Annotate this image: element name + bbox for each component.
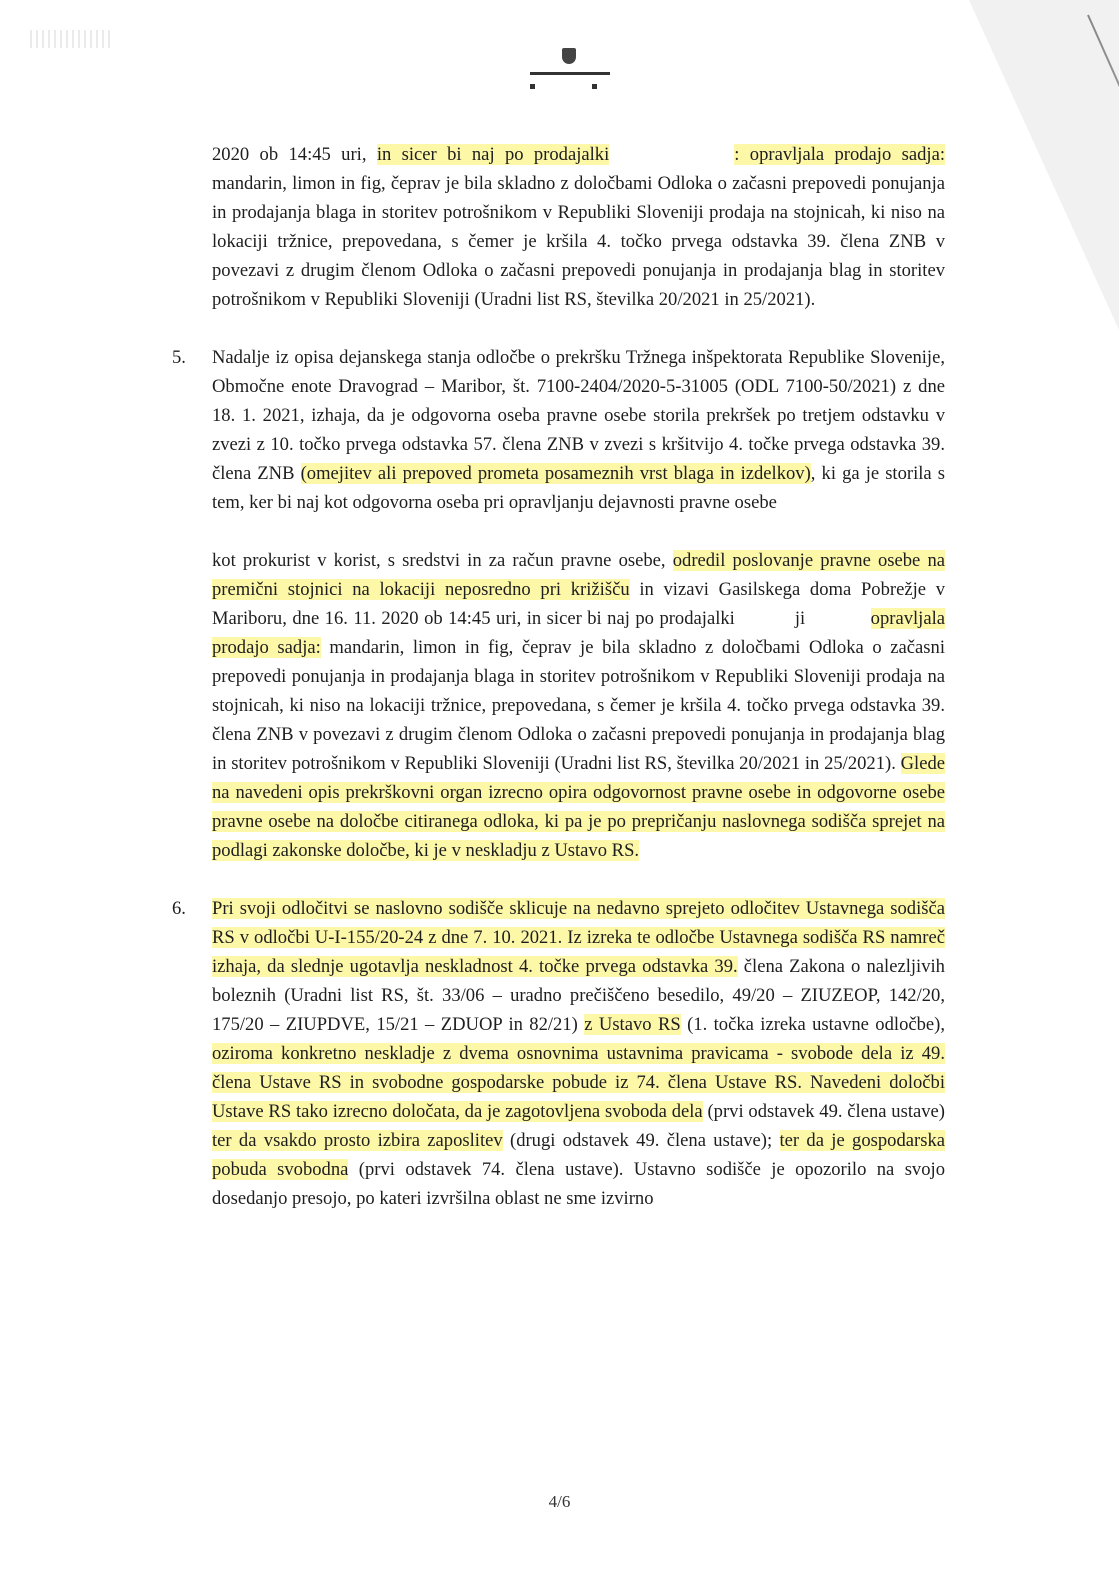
- p6-highlight-3: z Ustavo RS: [584, 1014, 681, 1035]
- paragraph-6: [172, 894, 946, 1213]
- p6-highlight-1: Pri svoji odločitvi se naslovno sodišče sklicuje na nedavno sprejeto odločitev Ustavnega sodišča RS v odločbi U-I-155/20-24 z dne 7. 10. 2021.: [212, 898, 945, 948]
- p5-text-4: in vizavi Gasilskega doma Pobrežje v Mariboru, dne 16. 11. 2020 ob 14:45 uri, in sicer bi naj po prodajalki: [212, 579, 946, 629]
- p5-highlight-3: opravljala prodajo sadja:: [212, 608, 945, 658]
- p6-highlight-2: Iz izreka te odločbe Ustavnega sodišča RS namreč izhaja, da slednje ugotavlja neskladnost 4. točke prvega odstavka 39.: [212, 927, 945, 977]
- folded-page-corner: [969, 0, 1119, 330]
- intro-text-1: 2020 ob 14:45 uri,: [212, 144, 377, 165]
- p6-text-6: (prvi odstavek 74. člena ustave). Ustavno sodišče je opozorilo na svojo dosedanjo presojo, po kateri izvršilna oblast ne sme izvirno: [212, 1159, 945, 1209]
- header-rule: [530, 72, 610, 75]
- paragraph-number: 5.: [172, 347, 186, 368]
- p5-text-3: kot prokurist v korist, s sredstvi in za račun pravne osebe,: [212, 550, 673, 571]
- page-number: 4/6: [548, 1492, 571, 1511]
- p5-highlight-4: Glede na navedeni opis prekrškovni organ izrecno opira odgovornost pravne osebe in odgovorne osebe pravne osebe na določbe citiranega odloka, ki pa je po prepričanju naslovnega sodišča sprejet na podlagi zakonske določbe, ki je v neskladju z Ustavo RS.: [212, 753, 945, 861]
- p5-text-1: Nadalje iz opisa dejanskega stanja odločbe o prekršku Tržnega inšpektorata Republike Slovenije, Območne enote Dravograd – Maribor, št. 7100-2404/2020-5-31005 (ODL 7100-50/2021) z dne 18. 1. 2021, izhaja, da je odgovorna oseba pravne osebe storila prekršek po tretjem odstavku v zvezi z 10. točko prvega odstavka 57. člena ZNB v zvezi s kršitvijo 4. točke prvega odstavka 39. člena ZNB: [212, 347, 945, 484]
- p5-highlight-1: (omejitev ali prepoved prometa posameznih vrst blaga in izdelkov): [300, 463, 811, 484]
- intro-highlight-2: : opravljala prodajo sadja:: [734, 144, 945, 165]
- p5-highlight-2: odredil poslovanje pravne osebe na premični stojnici na lokaciji neposredno pri križišču: [212, 550, 945, 600]
- p6-text-2: člena Zakona o nalezljivih boleznih (Uradni list RS, št. 33/06 – uradno prečiščeno besedilo, 49/20 – ZIUZEOP, 142/20, 175/20 – ZIUPDVE, 15/21 – ZDUOP in 82/21): [212, 956, 945, 1035]
- p6-text-4: (prvi odstavek 49. člena ustave): [702, 1101, 945, 1122]
- paragraph-continued: [212, 140, 945, 314]
- intro-highlight-1: in sicer bi naj po prodajalki: [376, 144, 610, 165]
- intro-text-2: mandarin, limon in fig, čeprav je bila skladno z določbami Odloka o začasni prepovedi ponujanja in prodajanja blaga in storitev potrošnikom v Republiki Sloveniji prodaja na stojnicah, ki niso na lokaciji tržnice, prepovedana, s čemer je kršila 4. točko prvega odstavka 39. člena ZNB v povezavi z drugim členom Odloka o začasni prepovedi ponujanja in prodajanja blag in storitev potrošnikom v Republiki Sloveniji (Uradni list RS, številka 20/2021 in 25/2021).: [212, 173, 945, 310]
- header-dot-right: [592, 84, 597, 89]
- document-body: [172, 140, 946, 1242]
- scan-artifact: [30, 30, 110, 48]
- redaction-block: [212, 517, 945, 546]
- p5-text-5: mandarin, limon in fig, čeprav je bila skladno z določbami Odloka o začasni prepovedi ponujanja in prodajanja blaga in storitev potrošnikom v Republiki Sloveniji prodaja na stojnicah, ki niso na lokaciji tržnice, prepovedana, s čemer je kršila 4. točko prvega odstavka 39. člena ZNB v povezavi z drugim členom Odloka o začasni prepovedi ponujanja in prodajanja blag in storitev potrošnikom v Republiki Sloveniji (Uradni list RS, številka 20/2021 in 25/2021).: [212, 637, 945, 774]
- p6-text-3: (1. točka izreka ustavne odločbe),: [680, 1014, 946, 1035]
- header-dot-left: [530, 84, 535, 89]
- p6-highlight-6: ter da je gospodarska pobuda svobodna: [212, 1130, 946, 1180]
- p6-text-5: (drugi odstavek 49. člena ustave);: [502, 1130, 780, 1151]
- paragraph-5: [172, 343, 946, 865]
- coat-of-arms-icon: [562, 48, 576, 64]
- p6-highlight-5: ter da vsakdo prosto izbira zaposlitev: [212, 1130, 503, 1151]
- p6-highlight-4: oziroma konkretno neskladje z dvema osnovnima ustavnima pravicama - svobode dela iz 49. člena Ustave RS in svobodne gospodarske pobude iz 74. člena Ustave RS. Navedeni določbi Ustave RS tako izrecno določata, da je zagotovljena svoboda dela: [212, 1043, 945, 1122]
- court-header-mark: [530, 48, 610, 98]
- paragraph-number: 6.: [172, 898, 186, 919]
- p5-text-4-trail: ji: [794, 608, 806, 629]
- p5-text-2: , ki ga je storila s tem, ker bi naj kot odgovorna oseba pri opravljanju dejavnosti pravne osebe: [212, 463, 945, 513]
